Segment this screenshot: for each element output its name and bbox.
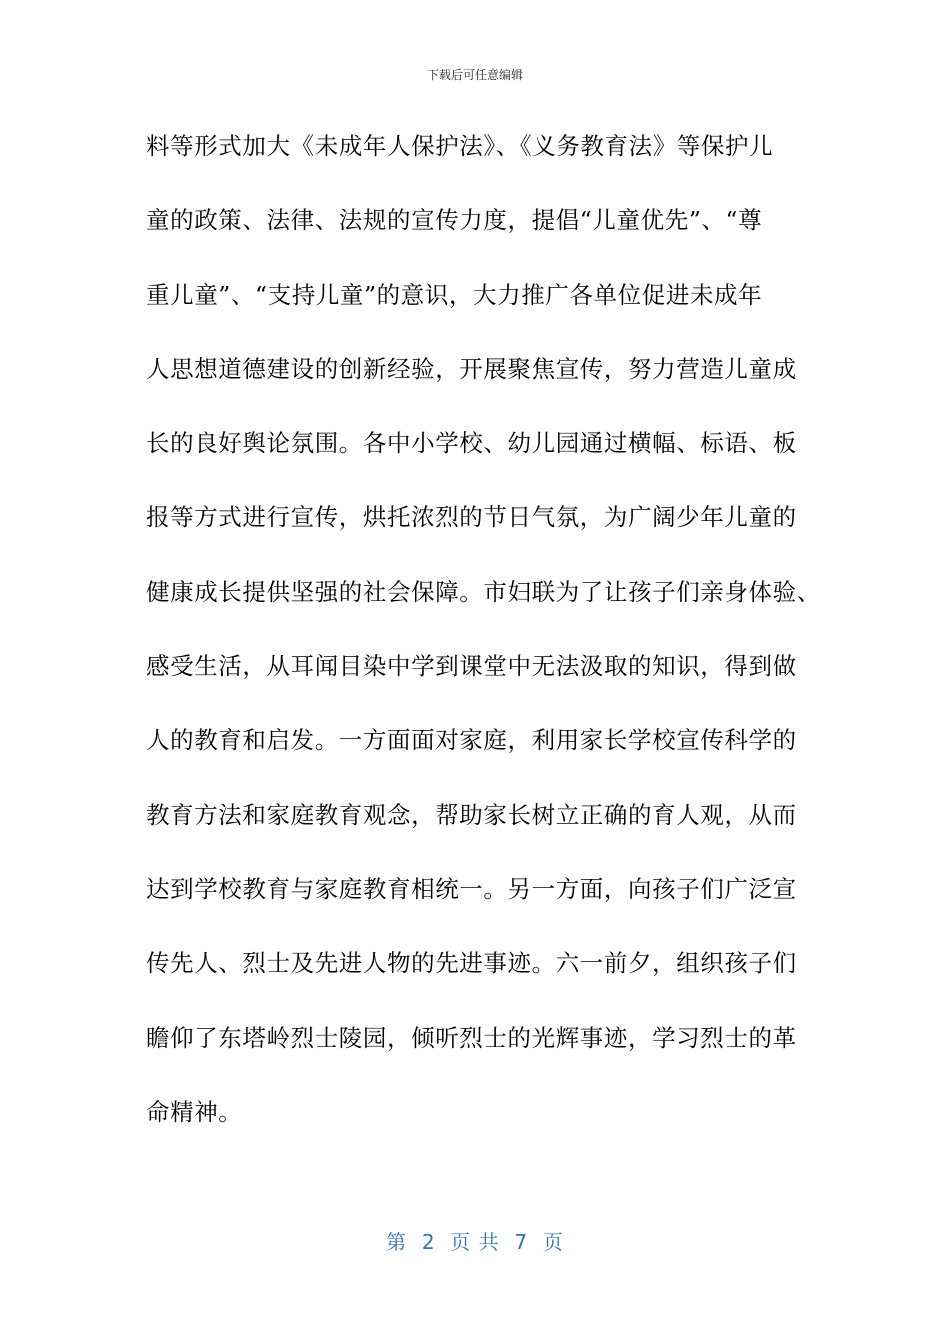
text-line: 人思想道德建设的创新经验，开展聚焦宣传，努力营造儿童成 xyxy=(146,354,797,383)
page-number: 第 2 页 共 7 页 xyxy=(386,1230,564,1254)
text-line: 达到学校教育与家庭教育相统一。另一方面，向孩子们广泛宣 xyxy=(146,874,797,903)
text-line: 感受生活，从耳闻目染中学到课堂中无法汲取的知识，得到做 xyxy=(146,652,797,681)
text-line: 教育方法和家庭教育观念，帮助家长树立正确的育人观，从而 xyxy=(146,800,797,829)
header-note: 下载后可任意编辑 xyxy=(426,68,523,82)
body-paragraph xyxy=(146,120,826,1160)
text-line: 瞻仰了东塔岭烈士陵园，倾听烈士的光辉事迹，学习烈士的革 xyxy=(146,1023,797,1052)
text-line: 料等形式加大《未成年人保护法》、《义务教育法》等保护儿 xyxy=(146,132,774,160)
text-line: 报等方式进行宣传，烘托浓烈的节日气氛，为广阔少年儿童的 xyxy=(146,503,797,532)
text-line: 重儿童”、“支持儿童”的意识，大力推广各单位促进未成年 xyxy=(146,280,763,309)
text-line: 长的良好舆论氛围。各中小学校、幼儿园通过横幅、标语、板 xyxy=(146,429,797,458)
text-line: 命精神。 xyxy=(146,1097,243,1126)
text-line: 人的教育和启发。一方面面对家庭，利用家长学校宣传科学的 xyxy=(146,726,797,755)
text-line: 童的政策、法律、法规的宣传力度，提倡“儿童优先”、“尊 xyxy=(146,206,763,235)
text-line: 传先人、烈士及先进人物的先进事迹。六一前夕，组织孩子们 xyxy=(146,949,797,978)
text-line: 健康成长提供坚强的社会保障。市妇联为了让孩子们亲身体验、 xyxy=(146,577,821,606)
